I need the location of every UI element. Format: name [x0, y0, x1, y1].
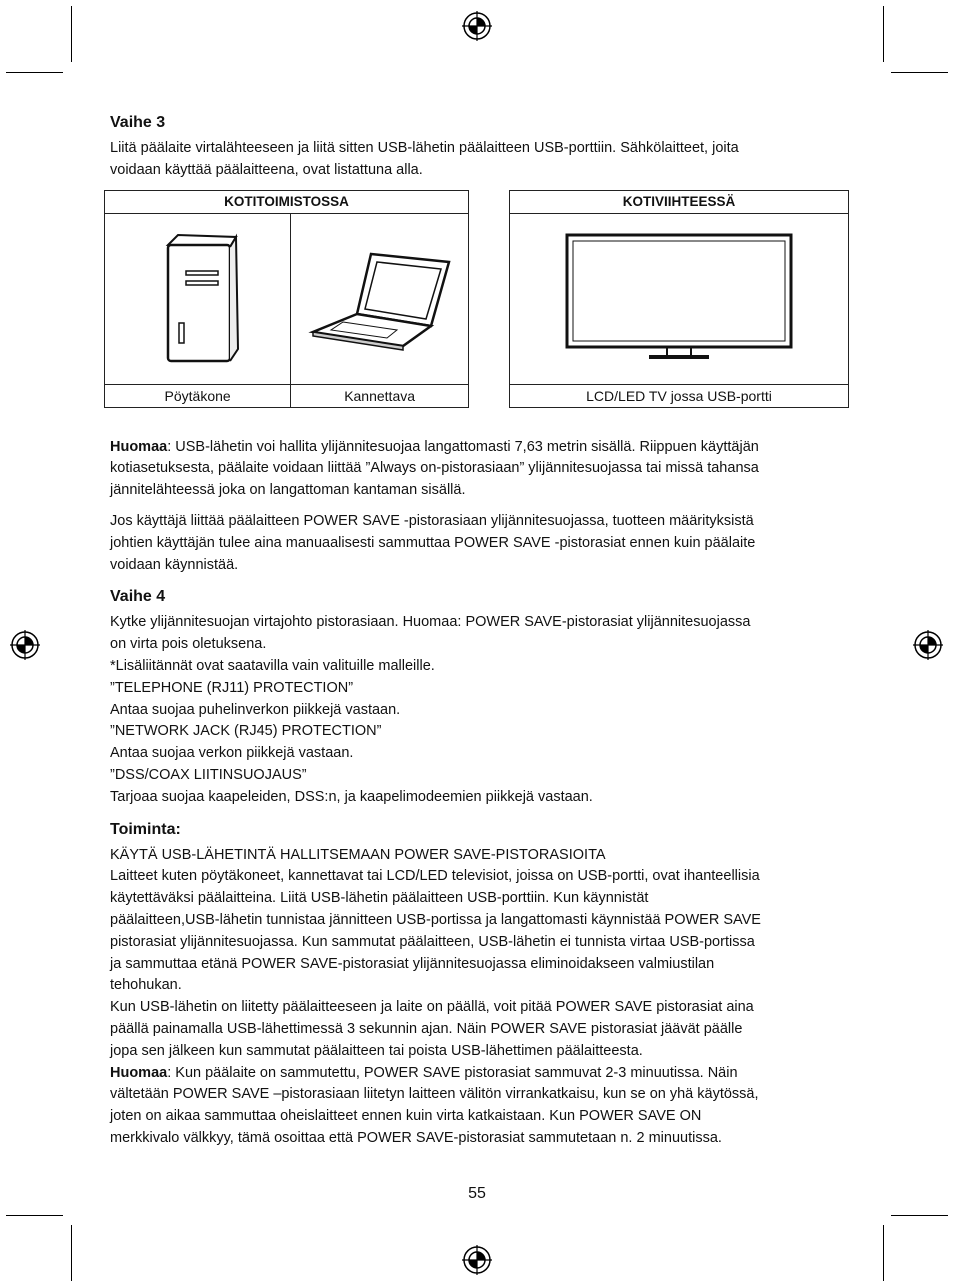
- crop-mark: [891, 1215, 948, 1216]
- step3-heading: Vaihe 3: [110, 114, 166, 131]
- page-content: [110, 112, 845, 1150]
- crop-mark: [883, 1225, 884, 1281]
- crop-mark: [71, 1225, 72, 1281]
- registration-mark-icon: [462, 11, 492, 41]
- step3-intro: Liitä päälaite virtalähteeseen ja liitä sitten USB-lähetin päälaitteen USB-porttiin. Sähkölaitteet, joita voidaan käyttää päälaitteena, ovat listattuna alla.: [110, 140, 739, 178]
- home-entertainment-table: [509, 190, 849, 408]
- tv-label: LCD/LED TV jossa USB-portti: [510, 384, 849, 407]
- desktop-tower-icon: [148, 227, 248, 367]
- desktop-label: Pöytäkone: [105, 384, 291, 407]
- tv-image-cell: [510, 213, 849, 384]
- laptop-image-cell: [291, 213, 469, 384]
- crop-mark: [6, 1215, 63, 1216]
- registration-mark-icon: [10, 630, 40, 660]
- laptop-icon: [305, 242, 455, 352]
- powersave-paragraph: Jos käyttäjä liittää päälaitteen POWER SAVE -pistorasiaan ylijännitesuojassa, tuotteen määrityksistä johtien käyttäjän tulee aina manuaalisesti sammuttaa POWER SAVE -pistorasiat ennen kuin päälaite voidaan käynnistää.: [110, 512, 756, 573]
- home-entertainment-header: KOTIVIIHTEESSÄ: [510, 190, 849, 213]
- home-office-table: [104, 190, 469, 408]
- registration-mark-icon: [462, 1245, 492, 1275]
- operation-heading: Toiminta:: [110, 820, 181, 838]
- step4-body: Kytke ylijännitesuojan virtajohto pistorasiaan. Huomaa: POWER SAVE-pistorasiat ylijännitesuojassa on virta pois oletuksena. *Lisäliitännät ovat saatavilla vain valituille malleille. ”TELEPHONE (RJ11) PROTECTION” Antaa suojaa puhelinverkon piikkejä vastaan. ”NETWORK JACK (RJ45) PROTECTION” Antaa suojaa verkon piikkejä vastaan. ”DSS/COAX LIITINSUOJAUS” Tarjoaa suojaa kaapeleiden, DSS:n, ja kaapelimodeemien piikkejä vastaan.: [110, 614, 751, 805]
- desktop-image-cell: [105, 213, 291, 384]
- laptop-label: Kannettava: [291, 384, 469, 407]
- page-number: 55: [468, 1185, 486, 1202]
- note-range: Huomaa: USB-lähetin voi hallita ylijännitesuojaa langattomasti 7,63 metrin sisällä. Riippuen käyttäjän kotiasetuksesta, päälaite voidaan liittää ”Always on-pistorasiaan” ylijännitesuojassa tai missä tahansa jännitelähteessä joka on langattoman kantaman sisällä.: [110, 438, 759, 499]
- crop-mark: [891, 72, 948, 73]
- registration-mark-icon: [913, 630, 943, 660]
- device-tables: [104, 190, 845, 426]
- tv-icon: [559, 227, 799, 367]
- step4-heading: Vaihe 4: [110, 588, 166, 606]
- crop-mark: [883, 6, 884, 62]
- crop-mark: [71, 6, 72, 62]
- home-office-header: KOTITOIMISTOSSA: [105, 190, 469, 213]
- operation-body: KÄYTÄ USB-LÄHETINTÄ HALLITSEMAAN POWER SAVE-PISTORASIOITA Laitteet kuten pöytäkoneet, kannettavat tai LCD/LED televisiot, joissa on USB-portti, ovat ihanteellisia käytettäväksi päälaitteina. Liitä USB-lähetin päälaitteen USB-porttiin. Kun käynnistät päälaitteen,USB-lähetin tunnistaa jännitteen USB-portissa ja langattomasti käynnistää POWER SAVE pistorasiat ylijännitesuojassa. Kun sammutat päälaitteen, USB-lähetin ei tunnista virtaa USB-portissa ja sammuttaa etänä POWER SAVE-pistorasiat ylijännitesuojassa eliminoidakseen valmiustilan tehohukan. Kun USB-lähetin on liitetty päälaitteeseen ja laite on päällä, voit pitää POWER SAVE pistorasiat aina päällä painamalla USB-lähettimessä 3 sekunnin ajan. Näin POWER SAVE pistorasiat jäävät päälle jopa sen jälkeen kun sammutat päälaitteen tai poista USB-lähettimen päälaitteesta. Huomaa: Kun päälaite on sammutettu, POWER SAVE pistorasiat sammuvat 2-3 minuutissa. Näin vältetään POWER SAVE –pistorasiaan liitetyn laitteen välitön virrankatkaisu, kun se on yhä käytössä, joten on aikaa sammuttaa oheislaitteet ennen kuin virta katkaistaan. Kun POWER SAVE ON merkkivalo välkkyy, tämä osoittaa että POWER SAVE-pistorasiat sammutetaan n. 2 minuutissa.: [110, 846, 761, 1146]
- crop-mark: [6, 72, 63, 73]
